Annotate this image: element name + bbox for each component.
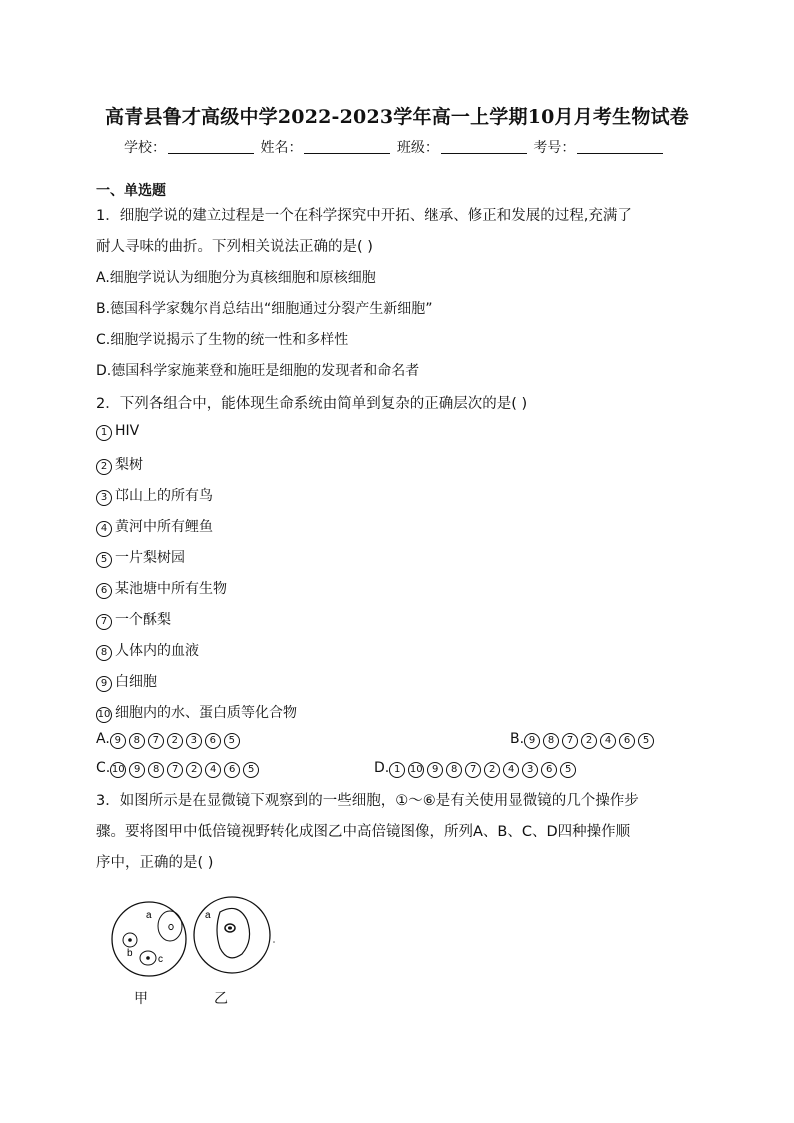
q2-item	[96, 516, 213, 537]
sequence-number: 6	[205, 733, 221, 749]
q2-item	[96, 547, 185, 568]
cell-c-nucleus	[146, 956, 150, 960]
q2-item-number: 3	[96, 490, 112, 506]
q2-item-number: 7	[96, 614, 112, 630]
fig-label-yi: 乙	[214, 991, 228, 1007]
q2-item	[96, 423, 139, 441]
q2-item-text: 细胞内的水、蛋白质等化合物	[115, 705, 297, 721]
q2-item-number: 8	[96, 645, 112, 661]
q1-stem-line2: 耐人寻味的曲折。下列相关说法正确的是( )	[96, 239, 373, 255]
sequence-number: 7	[148, 733, 164, 749]
enlarged-nucleolus	[228, 926, 232, 929]
enlarged-cell-a	[217, 908, 250, 957]
q1-option-c: C.细胞学说揭示了生物的统一性和多样性	[96, 332, 349, 348]
microscope-fields-svg	[110, 890, 290, 990]
q2-option-b-seq	[524, 731, 657, 747]
name-blank[interactable]	[304, 141, 390, 154]
sequence-number: 2	[186, 762, 202, 778]
sequence-number: 9	[110, 733, 126, 749]
q2-option-b	[510, 731, 657, 749]
q1-stem-line1: 1．细胞学说的建立过程是一个在科学探究中开拓、继承、修正和发展的过程,充满了	[96, 208, 632, 224]
sequence-number: 3	[522, 762, 538, 778]
sequence-number: 3	[186, 733, 202, 749]
sequence-number: 2	[484, 762, 500, 778]
page-title: 高青县鲁才高级中学2022-2023学年高一上学期10月月考生物试卷	[105, 106, 689, 128]
q2-item-number: 10	[96, 707, 112, 723]
sequence-number: 7	[167, 762, 183, 778]
q3-stem-line3: 序中，正确的是( )	[96, 855, 214, 871]
q2-stem: 2．下列各组合中，能体现生命系统由简单到复杂的正确层次的是( )	[96, 396, 528, 412]
microscope-figures	[110, 890, 290, 1020]
q1-option-b: B.德国科学家魏尔肖总结出“细胞通过分裂产生新细胞”	[96, 301, 433, 317]
q2-item-number: 4	[96, 521, 112, 537]
q2-item-number: 5	[96, 552, 112, 568]
q1-option-d: D.德国科学家施莱登和施旺是细胞的发现者和命名者	[96, 363, 420, 379]
sequence-number: 8	[129, 733, 145, 749]
q3-stem-line2: 骤。要将图甲中低倍镜视野转化成图乙中高倍镜图像，所列A、B、C、D四种操作顺	[96, 824, 631, 840]
sequence-number: 6	[619, 733, 635, 749]
sequence-number: 9	[427, 762, 443, 778]
number-blank[interactable]	[577, 141, 663, 154]
q2-item-number: 6	[96, 583, 112, 599]
sequence-number: 2	[167, 733, 183, 749]
section-heading: 一、单选题	[96, 183, 166, 199]
q1-option-a: A.细胞学说认为细胞分为真核细胞和原核细胞	[96, 270, 376, 286]
label-b: b	[127, 948, 133, 959]
sequence-number: 5	[224, 733, 240, 749]
q2-option-d-seq	[389, 760, 579, 776]
class-blank[interactable]	[441, 141, 527, 154]
sequence-number: 4	[205, 762, 221, 778]
q2-item	[96, 454, 143, 475]
sequence-number: 9	[129, 762, 145, 778]
q2-item-text: 某池塘中所有生物	[115, 581, 227, 597]
q2-item	[96, 609, 171, 630]
q2-option-b-prefix: B.	[510, 731, 525, 747]
school-label: 学校：	[124, 140, 166, 156]
q2-option-d-prefix: D.	[374, 760, 390, 776]
q2-option-a	[96, 731, 243, 749]
sequence-number: 10	[110, 762, 126, 778]
q2-item	[96, 485, 213, 506]
sequence-number: 10	[408, 762, 424, 778]
sequence-number: 6	[224, 762, 240, 778]
sequence-number: 5	[560, 762, 576, 778]
q2-item-text: 人体内的血液	[115, 643, 199, 659]
q2-option-c	[96, 760, 262, 778]
q2-item	[96, 578, 227, 599]
sequence-number: 6	[541, 762, 557, 778]
q2-item-number: 1	[96, 425, 112, 441]
sequence-number: 8	[446, 762, 462, 778]
q2-option-a-prefix: A.	[96, 731, 110, 747]
sequence-number: 4	[600, 733, 616, 749]
q2-item-text: 邙山上的所有鸟	[115, 488, 213, 504]
q2-item-text: 梨树	[115, 457, 143, 473]
q2-option-a-seq	[110, 731, 243, 747]
q2-option-c-prefix: C.	[96, 760, 111, 776]
label-c: c	[158, 954, 163, 965]
q2-item-number: 9	[96, 676, 112, 692]
q2-item-text: 一个酥梨	[115, 612, 171, 628]
q2-item-number: 2	[96, 459, 112, 475]
name-label: 姓名：	[260, 140, 303, 156]
sequence-number: 7	[562, 733, 578, 749]
sequence-number: 8	[543, 733, 559, 749]
q2-option-c-seq	[110, 760, 262, 776]
class-label: 班级：	[396, 140, 439, 156]
label-a: a	[146, 910, 152, 921]
q2-item-text: HIV	[115, 423, 140, 439]
cell-b-nucleus	[128, 938, 132, 942]
q2-item	[96, 671, 157, 692]
cell-a-nucleus	[169, 924, 173, 929]
dot-mark	[273, 941, 275, 943]
sequence-number: 5	[638, 733, 654, 749]
school-blank[interactable]	[168, 141, 254, 154]
q2-item-text: 一片梨树园	[115, 550, 185, 566]
q2-item	[96, 640, 199, 661]
sequence-number: 1	[389, 762, 405, 778]
fig-label-jia: 甲	[134, 991, 148, 1007]
number-label: 考号：	[533, 140, 576, 156]
sequence-number: 2	[581, 733, 597, 749]
student-info-row	[124, 137, 665, 157]
q2-item-text: 黄河中所有鲤鱼	[115, 519, 213, 535]
sequence-number: 5	[243, 762, 259, 778]
sequence-number: 8	[148, 762, 164, 778]
q2-item	[96, 702, 297, 723]
q2-option-d	[374, 760, 579, 778]
sequence-number: 9	[524, 733, 540, 749]
q3-stem-line1: 3．如图所示是在显微镜下观察到的一些细胞，①～⑥是有关使用显微镜的几个操作步	[96, 793, 639, 809]
q2-item-text: 白细胞	[115, 674, 157, 690]
cell-a-outline	[158, 911, 182, 941]
sequence-number: 7	[465, 762, 481, 778]
sequence-number: 4	[503, 762, 519, 778]
label-a2: a	[205, 910, 211, 921]
